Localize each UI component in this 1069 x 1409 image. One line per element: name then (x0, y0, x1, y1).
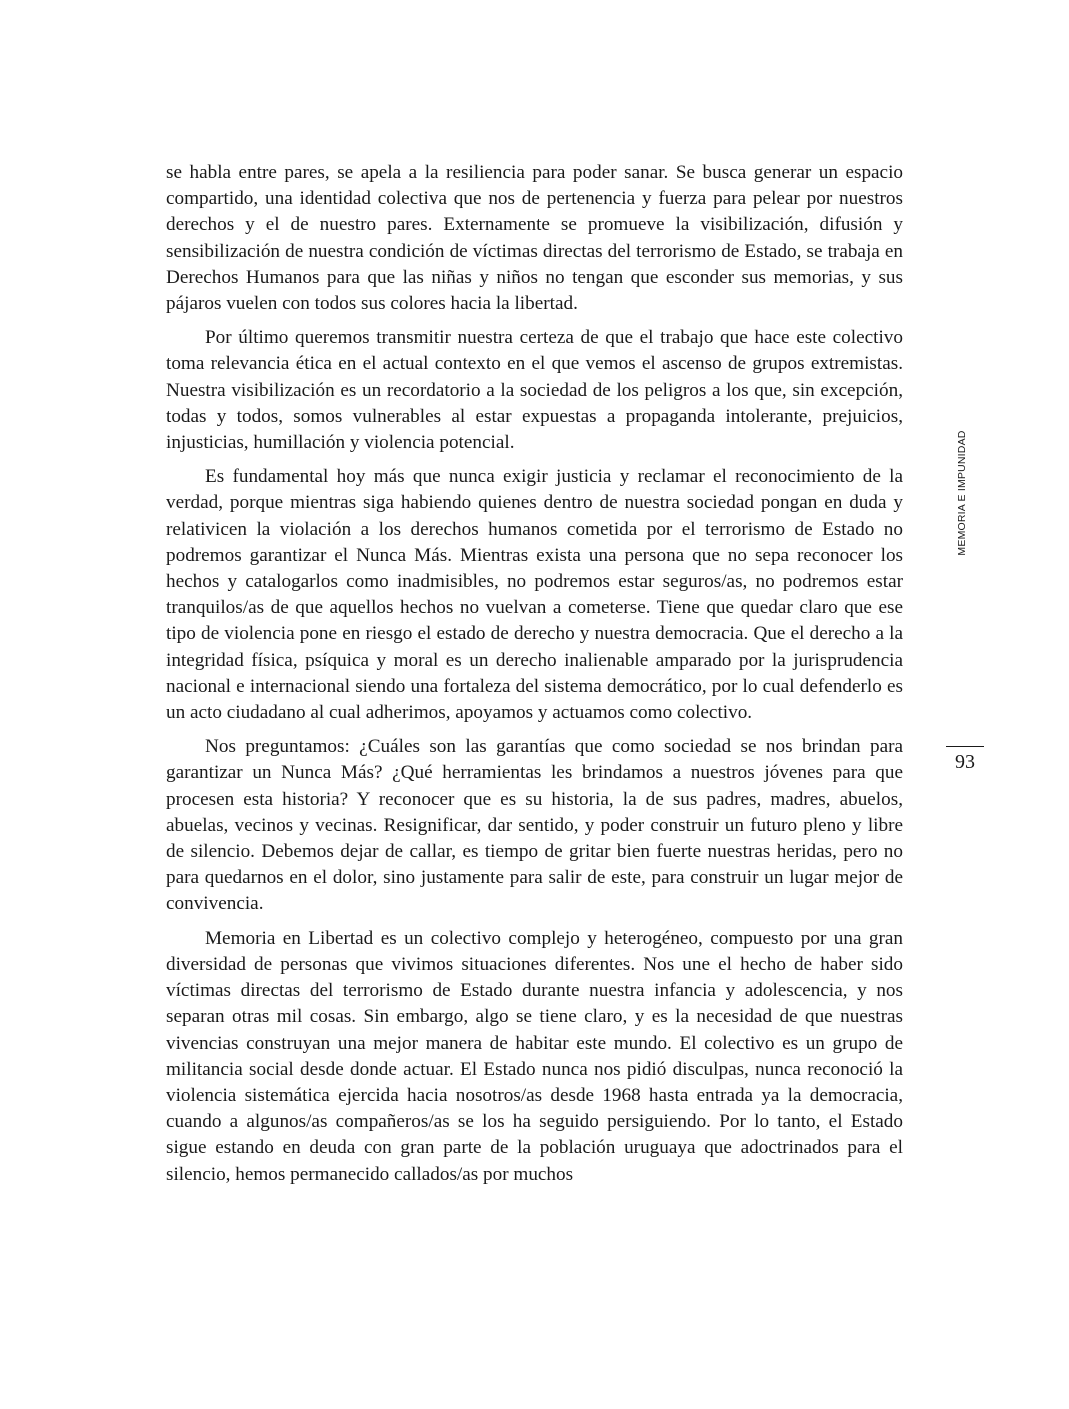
paragraph: Por último queremos transmitir nuestra certeza de que el trabajo que hace este colectivo toma relevancia ética en el actual contexto en el que vemos el ascenso de grupos extremistas. Nuestra visibilización es un recordatorio a la sociedad de los peligros a los que, sin excepción, todas y todos, somos vulnerables al estar expuestas a propaganda intolerante, prejuicios, injusticias, humillación y violencia potencial. (166, 327, 903, 454)
paragraph: se habla entre pares, se apela a la resiliencia para poder sanar. Se busca generar un espacio compartido, una identidad colectiva que nos de pertenencia y fuerza para pelear por nuestros derechos y el de nuestro pares. Externamente se promueve la visibilización, difusión y sensibilización de nuestra condición de víctimas directas del terrorismo de Estado, se trabaja en Derechos Humanos para que las niñas y niños no tengan que esconder sus memorias, y sus pájaros vuelen con todos sus colores hacia la libertad. (166, 162, 903, 315)
paragraph: Memoria en Libertad es un colectivo complejo y heterogéneo, compuesto por una gran diversidad de personas que vivimos situaciones diferentes. Nos une el hecho de haber sido víctimas directas del terrorismo de Estado durante nuestra infancia y adolescencia, y nos separan otras mil cosas. Sin embargo, algo se tiene claro, y es la necesidad de que nuestras vivencias construyan una mejor manera de habitar este mundo. El colectivo es un grupo de militancia social desde donde actuar. El Estado nunca nos pidió disculpas, nunca reconoció la violencia sistemática ejercida hacia nosotros/as desde 1968 hasta entrada ya la democracia, cuando a algunos/as compañeros/as se los ha seguido persiguiendo. Por lo tanto, el Estado sigue estando en deuda con gran parte de la población uruguaya que adoctrinados para el silencio, hemos permanecido callados/as por muchos (166, 927, 903, 1185)
paragraph: Nos preguntamos: ¿Cuáles son las garantías que como sociedad se nos brindan para garantizar un Nunca Más? ¿Qué herramientas les brindamos a nuestros jóvenes para que procesen esta historia? Y reconocer que es su historia, la de sus padres, madres, abuelos, abuelas, vecinos y vecinas. Resignificar, dar sentido, y poder construir un futuro pleno y libre de silencio. Debemos dejar de callar, es tiempo de gritar bien fuerte nuestras heridas, pero no para quedarnos en el dolor, sino justamente para salir de este, para construir un lugar mejor de convivencia. (166, 736, 903, 915)
running-header-text: MEMORIA E IMPUNIDAD (956, 430, 968, 556)
page-number: 93 (955, 751, 975, 773)
paragraph: Es fundamental hoy más que nunca exigir justicia y reclamar el reconocimiento de la verdad, porque mientras siga habiendo quienes dentro de nuestra sociedad pongan en duda y relativicen la violación a los derechos humanos cometida por el terrorismo de Estado no podremos garantizar el Nunca Más. Mientras exista una persona que no sepa reconocer los hechos y catalogarlos como inadmisibles, no podremos estar seguros/as, no podremos estar tranquilos/as de que aquellos hechos no vuelvan a cometerse. Tiene que quedar claro que ese tipo de violencia pone en riesgo el estado de derecho y nuestra democracia. Que el derecho a la integridad física, psíquica y moral es un derecho inalienable amparado por la jurisprudencia nacional e internacional siendo una fortaleza del sistema democrático, por lo cual defenderlo es un acto ciudadano al cual adherimos, apoyamos y actuamos como colectivo. (166, 466, 903, 724)
page-number-rule (946, 746, 984, 747)
running-header (950, 418, 974, 568)
body-text (166, 160, 903, 1196)
